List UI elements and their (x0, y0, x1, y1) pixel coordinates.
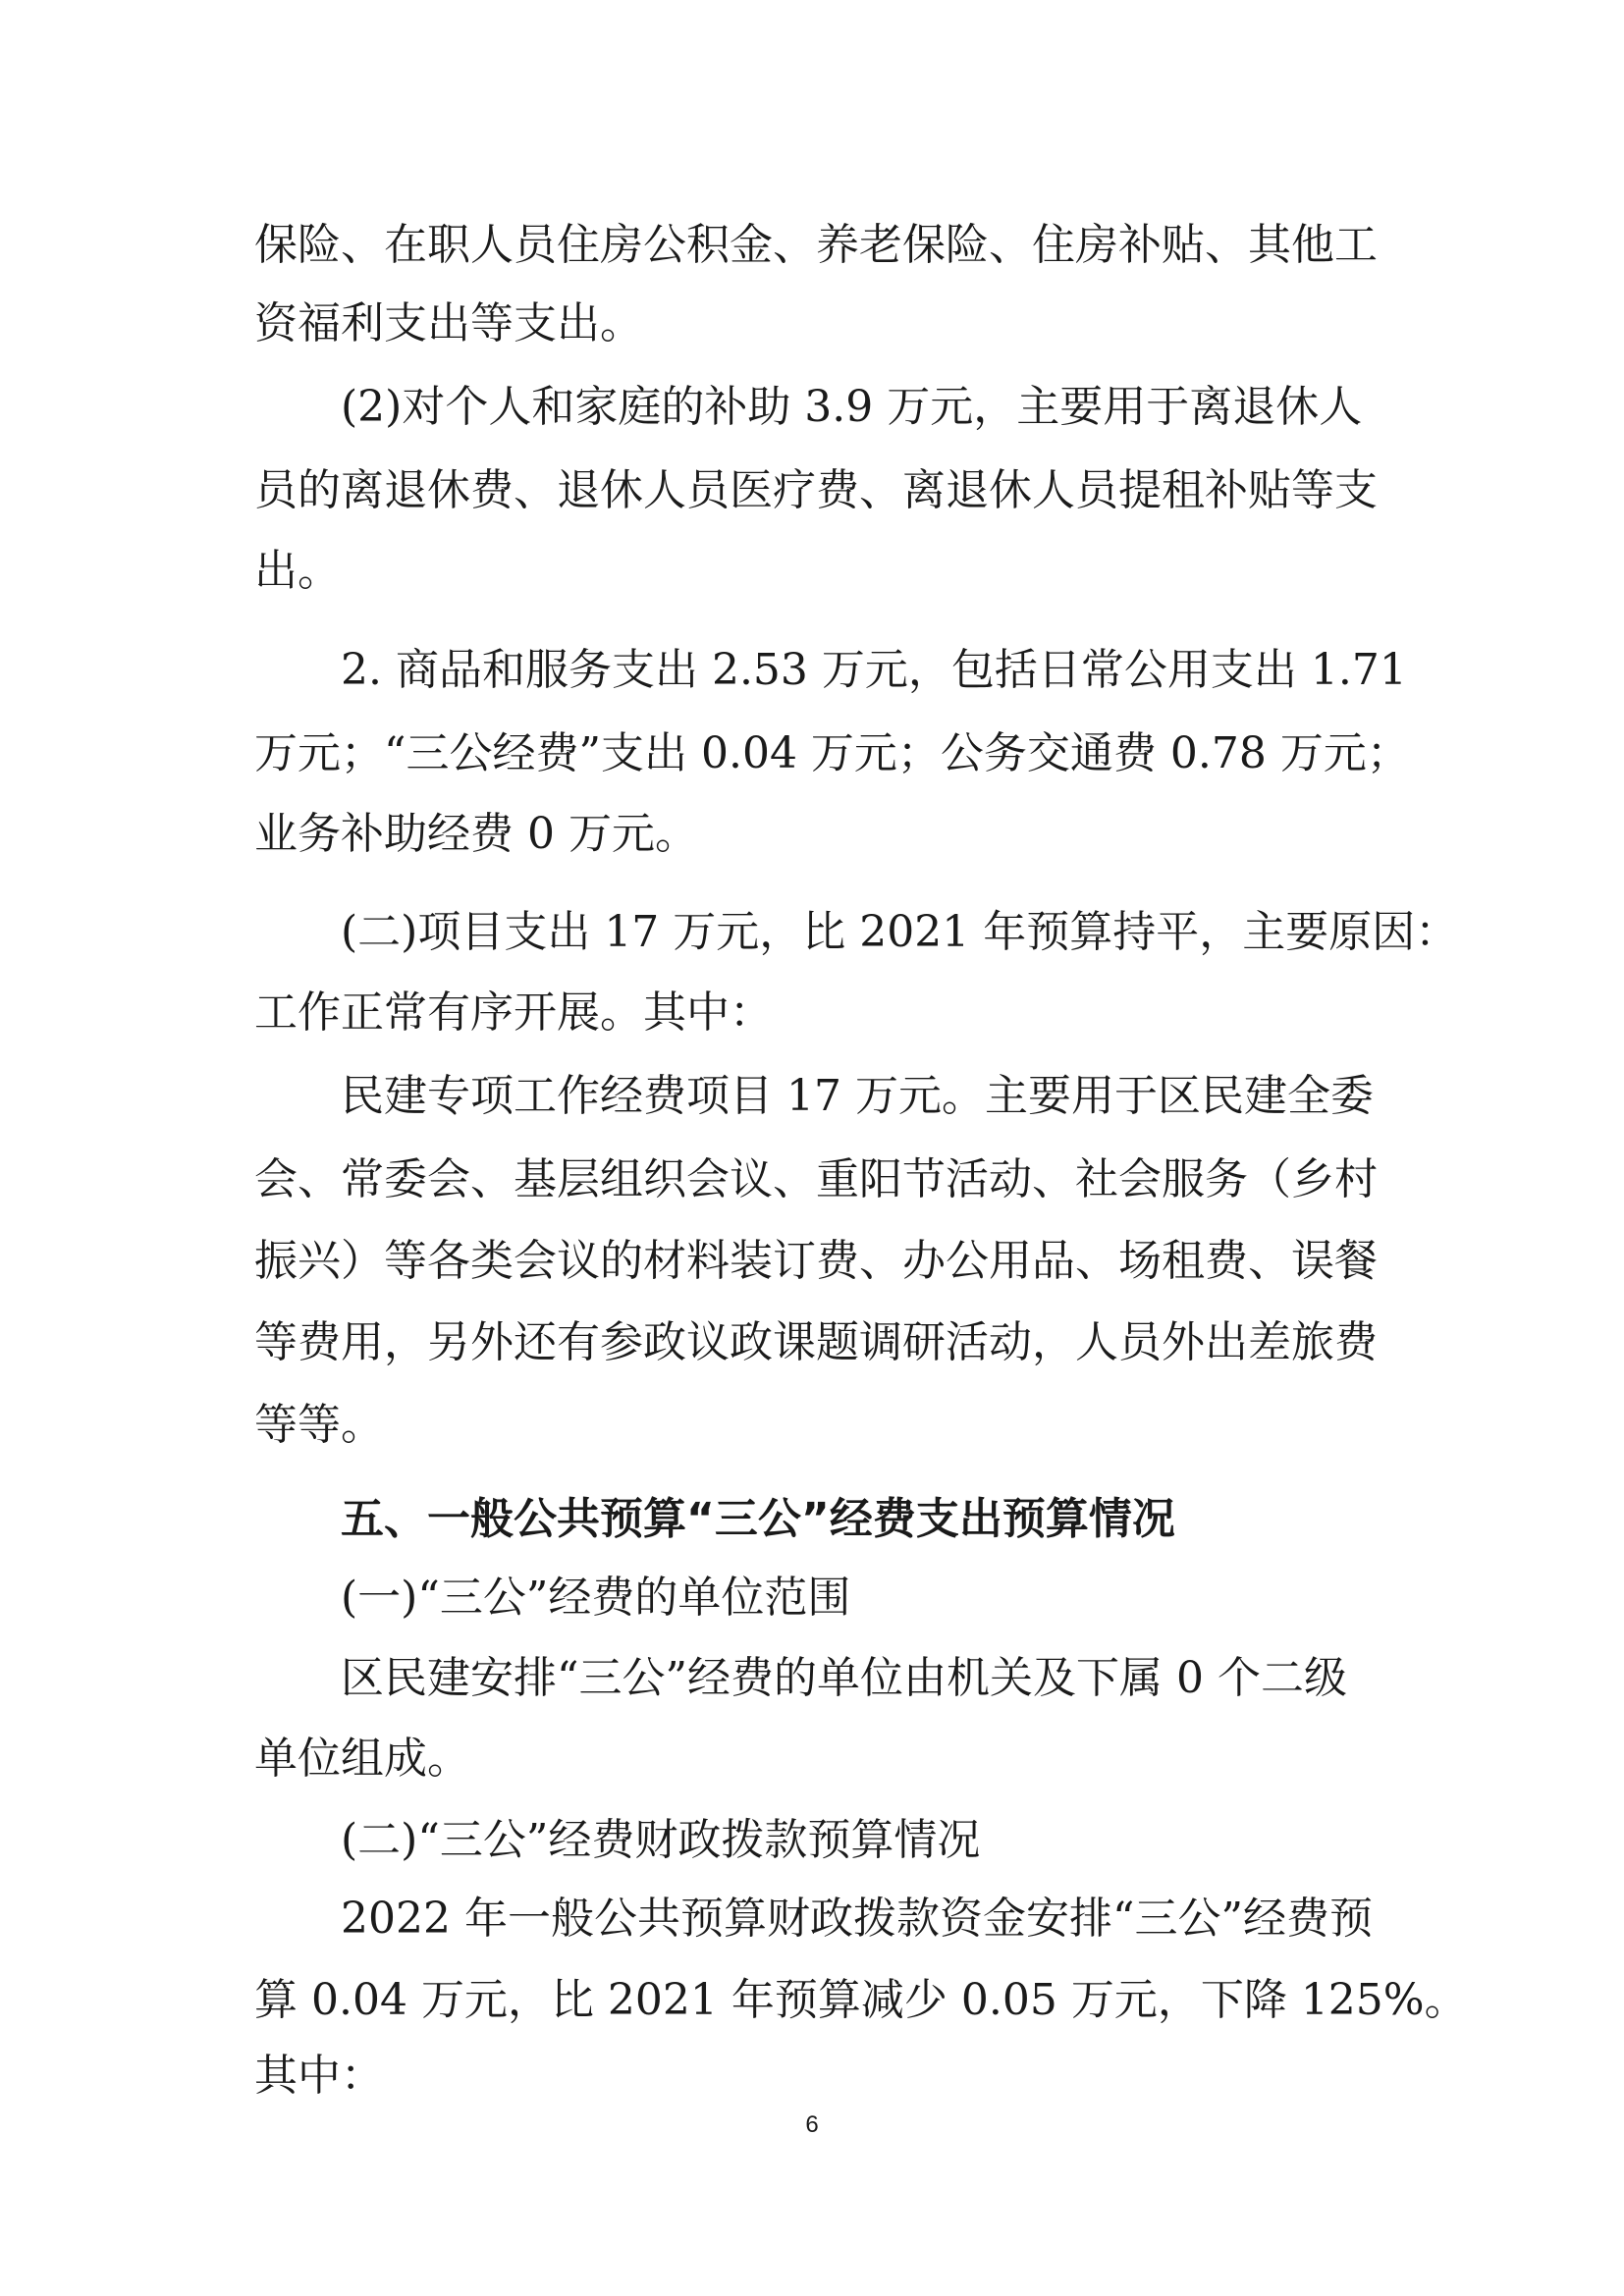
text-line: 2022 年一般公共预算财政拨款资金安排“三公”经费预 (341, 1894, 1373, 1944)
text-line: 保险、在职人员住房公积金、养老保险、住房补贴、其他工 (254, 220, 1378, 270)
text-line: 等费用，另外还有参政议政课题调研活动，人员外出差旅费 (254, 1317, 1378, 1367)
text-line: 万元；“三公经费”支出 0.04 万元；公务交通费 0.78 万元； (254, 728, 1410, 778)
text-line: 振兴）等各类会议的材料装订费、办公用品、场租费、误餐 (254, 1236, 1378, 1286)
text-line: 等等。 (254, 1400, 384, 1450)
page-number: 6 (805, 2111, 819, 2138)
text-line: 工作正常有序开展。其中： (254, 988, 773, 1038)
text-line: 2. 商品和服务支出 2.53 万元，包括日常公用支出 1.71 (341, 645, 1407, 695)
text-line: (2)对个人和家庭的补助 3.9 万元，主要用于离退休人 (341, 382, 1363, 432)
text-line: 民建专项工作经费项目 17 万元。主要用于区民建全委 (341, 1071, 1374, 1121)
section-heading: 五、一般公共预算“三公”经费支出预算情况 (341, 1494, 1175, 1544)
text-line: 算 0.04 万元，比 2021 年预算减少 0.05 万元，下降 125%。 (254, 1975, 1468, 2025)
text-line: (一)“三公”经费的单位范围 (341, 1573, 851, 1623)
text-line: 出。 (254, 546, 341, 596)
text-line: 业务补助经费 0 万元。 (254, 809, 698, 859)
text-line: (二)“三公”经费财政拨款预算情况 (341, 1815, 981, 1865)
text-line: 资福利支出等支出。 (254, 298, 643, 348)
text-line: 单位组成。 (254, 1734, 470, 1784)
text-line: 会、常委会、基层组织会议、重阳节活动、社会服务（乡村 (254, 1154, 1378, 1204)
text-line: 区民建安排“三公”经费的单位由机关及下属 0 个二级 (341, 1653, 1347, 1703)
text-line: (二)项目支出 17 万元，比 2021 年预算持平，主要原因： (341, 907, 1459, 957)
text-line: 员的离退休费、退休人员医疗费、离退休人员提租补贴等支 (254, 465, 1378, 515)
text-line: 其中： (254, 2051, 384, 2101)
